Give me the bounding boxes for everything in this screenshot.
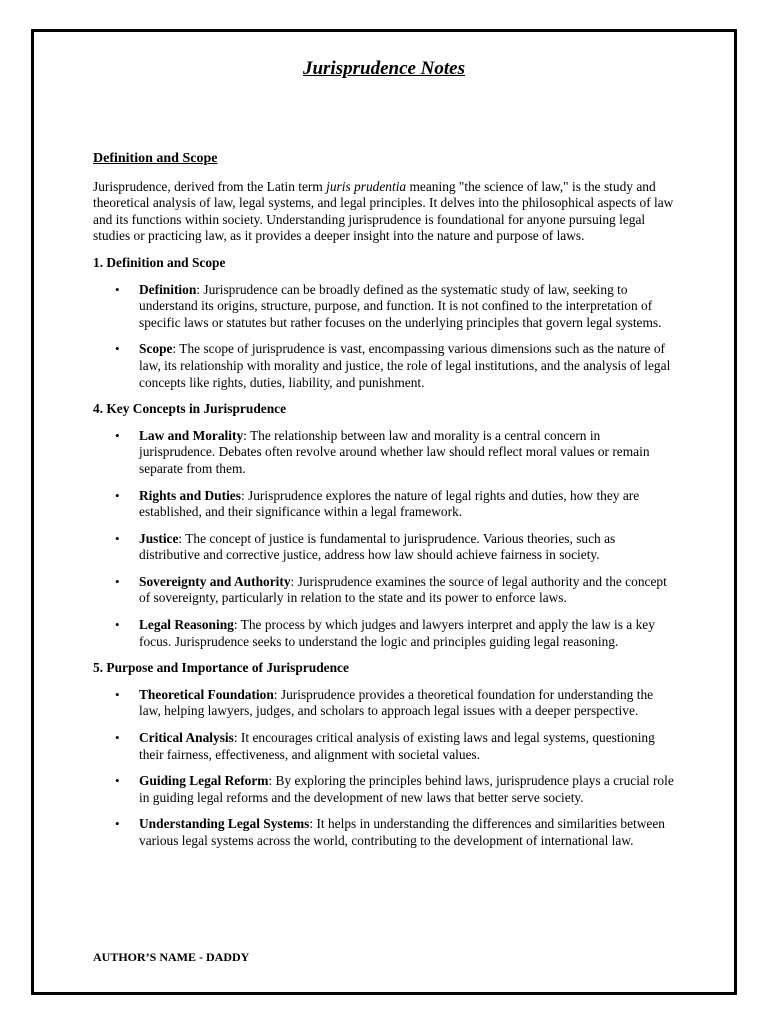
document-body — [93, 151, 678, 860]
list-item — [93, 816, 678, 849]
author-name: AUTHOR’S NAME - DADDY — [93, 950, 250, 964]
section-title: Definition and Scope — [93, 151, 218, 166]
list-item — [93, 488, 678, 521]
item-text: : It encourages critical analysis of existing laws and legal systems, questioning their fairness, effectiveness, and alignment with societal values. — [139, 730, 655, 762]
list-definition-scope — [93, 282, 678, 392]
bullet-icon: • — [115, 816, 120, 832]
item-text: : The process by which judges and lawyers interpret and apply the law is a key focus. Jurisprudence seeks to understand the logic and principles guiding legal reasoning. — [139, 617, 655, 649]
item-text: : The scope of jurisprudence is vast, encompassing various dimensions such as the nature of law, its relationship with morality and justice, the role of legal institutions, and the analysis of legal concepts like rights, duties, liability, and punishment. — [139, 341, 671, 390]
bullet-icon: • — [115, 773, 120, 789]
list-item — [93, 282, 678, 332]
item-text: : Jurisprudence provides a theoretical foundation for understanding the law, helping lawyers, judges, and scholars to approach legal issues with a deeper perspective. — [139, 686, 654, 719]
intro-paragraph — [93, 179, 678, 245]
bullet-icon: • — [115, 341, 120, 357]
bullet-icon: • — [115, 686, 120, 702]
bullet-icon: • — [115, 573, 120, 589]
intro-text-start: Jurisprudence, derived from the Latin term — [93, 178, 327, 194]
item-term: Definition — [139, 281, 197, 297]
item-term: Theoretical Foundation — [139, 686, 274, 702]
list-item — [93, 687, 678, 720]
item-term: Scope — [139, 341, 173, 357]
item-text: : It helps in understanding the differences and similarities between various legal systems across the world, contributing to the development of international law. — [139, 816, 666, 848]
item-text: : Jurisprudence explores the nature of legal rights and duties, how they are established, and their significance within a legal framework. — [139, 487, 640, 520]
bullet-icon: • — [115, 487, 120, 503]
list-item — [93, 773, 678, 806]
item-term: Guiding Legal Reform — [139, 773, 269, 789]
heading-purpose-importance: 5. Purpose and Importance of Jurisprudence — [93, 660, 349, 676]
latin-term: juris prudentia — [326, 178, 407, 194]
item-term: Critical Analysis — [139, 730, 234, 746]
item-term: Rights and Duties — [139, 487, 241, 503]
item-text: : Jurisprudence can be broadly defined as the systematic study of law, seeking to understand its origins, structure, purpose, and function. It is not confined to the interpretation of specific laws or statutes but rather focuses on the underlying principles that govern legal systems. — [139, 281, 662, 330]
bullet-icon: • — [115, 427, 120, 443]
list-item — [93, 617, 678, 650]
list-item — [93, 531, 678, 564]
list-item — [93, 730, 678, 763]
item-term: Legal Reasoning — [139, 617, 234, 633]
list-item — [93, 574, 678, 607]
item-term: Law and Morality — [139, 427, 244, 443]
page-title: Jurisprudence Notes — [302, 58, 466, 79]
list-item — [93, 341, 678, 391]
list-key-concepts — [93, 428, 678, 651]
bullet-icon: • — [115, 530, 120, 546]
intro-text-end: meaning "the science of law," is the study and theoretical analysis of law, legal systems, and legal principles. It delves into the philosophical aspects of law and its functions within society. Understanding jurisprudence is foundational for anyone pursuing legal studies or practicing law, as it provides a deeper insight into the nature and purpose of laws. — [93, 178, 674, 244]
bullet-icon: • — [115, 730, 120, 746]
list-purpose-importance — [93, 687, 678, 850]
list-item — [93, 428, 678, 478]
item-term: Justice — [139, 530, 179, 546]
item-text: : The relationship between law and morality is a central concern in jurisprudence. Debates often revolve around whether law should reflect moral values or remain separate from them. — [139, 427, 650, 476]
heading-key-concepts: 4. Key Concepts in Jurisprudence — [93, 401, 287, 417]
item-term: Sovereignty and Authority — [139, 573, 291, 589]
bullet-icon: • — [115, 617, 120, 633]
item-text: : Jurisprudence examines the source of legal authority and the concept of sovereignty, particularly in relation to the state and its power to enforce laws. — [139, 573, 667, 606]
item-text: : By exploring the principles behind laws, jurisprudence plays a crucial role in guiding legal reforms and the development of new laws that better serve society. — [139, 773, 674, 805]
item-text: : The concept of justice is fundamental to jurisprudence. Various theories, such as distributive and corrective justice, address how law should achieve fairness in society. — [139, 530, 616, 563]
heading-definition-scope: 1. Definition and Scope — [93, 254, 226, 270]
item-term: Understanding Legal Systems — [139, 816, 310, 832]
bullet-icon: • — [115, 281, 120, 297]
